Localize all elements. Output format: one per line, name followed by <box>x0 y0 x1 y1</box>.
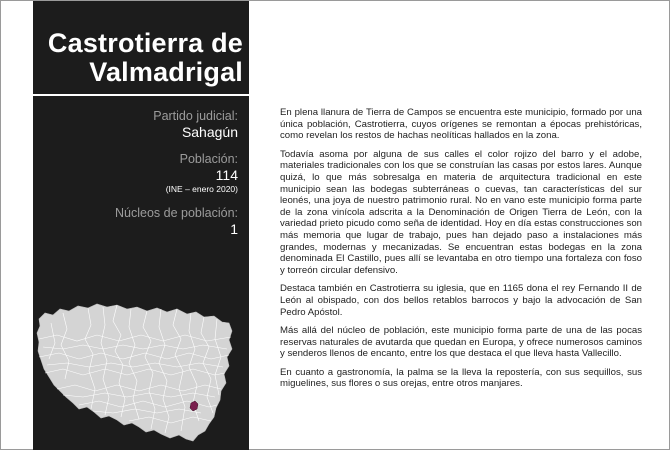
title-line-2: Valmadrigal <box>89 57 243 87</box>
sidebar <box>33 1 249 450</box>
page-title <box>48 29 243 87</box>
paragraph: En plena llanura de Tierra de Campos se encuentra este municipio, formado por una única población, Castrotierra, cuyos orígenes se remontan a épocas prehistóricas, como revelan los restos de hachas neolíticas hallados en la zona. <box>280 107 642 142</box>
poblacion <box>166 151 238 195</box>
partido-value: Sahagún <box>181 124 238 140</box>
main-text <box>280 107 642 397</box>
nucleos-label: Núcleos de población: <box>115 206 238 220</box>
paragraph: Destaca también en Castrotierra su iglesia, que en 1165 dona el rey Fernando II de León al obispado, con dos bellos retablos barrocos y bajo la advocación de San Pedro Apóstol. <box>280 283 642 318</box>
poblacion-label: Población: <box>179 152 238 166</box>
title-block <box>33 1 249 96</box>
partido-judicial <box>153 108 238 141</box>
poblacion-value: 114 <box>215 167 238 183</box>
province-map-icon <box>33 299 249 450</box>
nucleos <box>115 205 238 238</box>
poblacion-note: (INE – enero 2020) <box>165 184 238 194</box>
partido-label: Partido judicial: <box>153 109 238 123</box>
title-line-1: Castrotierra de <box>47 28 243 58</box>
paragraph: En cuanto a gastronomía, la palma se la lleva la repostería, con sus sequillos, sus miguelines, sus flores o sus orejas, entre otros manjares. <box>280 366 642 390</box>
nucleos-value: 1 <box>230 221 238 237</box>
paragraph: Más allá del núcleo de población, este municipio forma parte de una de las pocas reservas naturales de avutarda que quedan en Europa, y ofrece numerosos caminos y senderos llenos de encanto, entre los que destaca el que lleva hasta Vallecillo. <box>280 325 642 360</box>
paragraph: Todavía asoma por alguna de sus calles el color rojizo del barro y el adobe, materiales tradicionales con los que se construían las casas por estos lares. Aunque quizá, lo que más sobresalga en materia de arquitectura tradicional en este municipio sean las bodegas subterráneas o cuevas, tan características del sur leonés, una joya de nuestro patrimonio rural. No en vano este municipio forma parte de la zona vinícola adscrita a la Denominación de Origen Tierra de León, con la variedad prieto picudo como seña de identidad. Hoy en día estas construcciones son más memoria que lugar de trabajo, pues han dejado paso a instalaciones más grandes, modernas y mecanizadas. Se encuentran estas bodegas en la zona denominada El Castillo, pues allí se levantaba en otro tiempo una fortaleza con foso y torreón circular defensivo. <box>280 148 642 276</box>
